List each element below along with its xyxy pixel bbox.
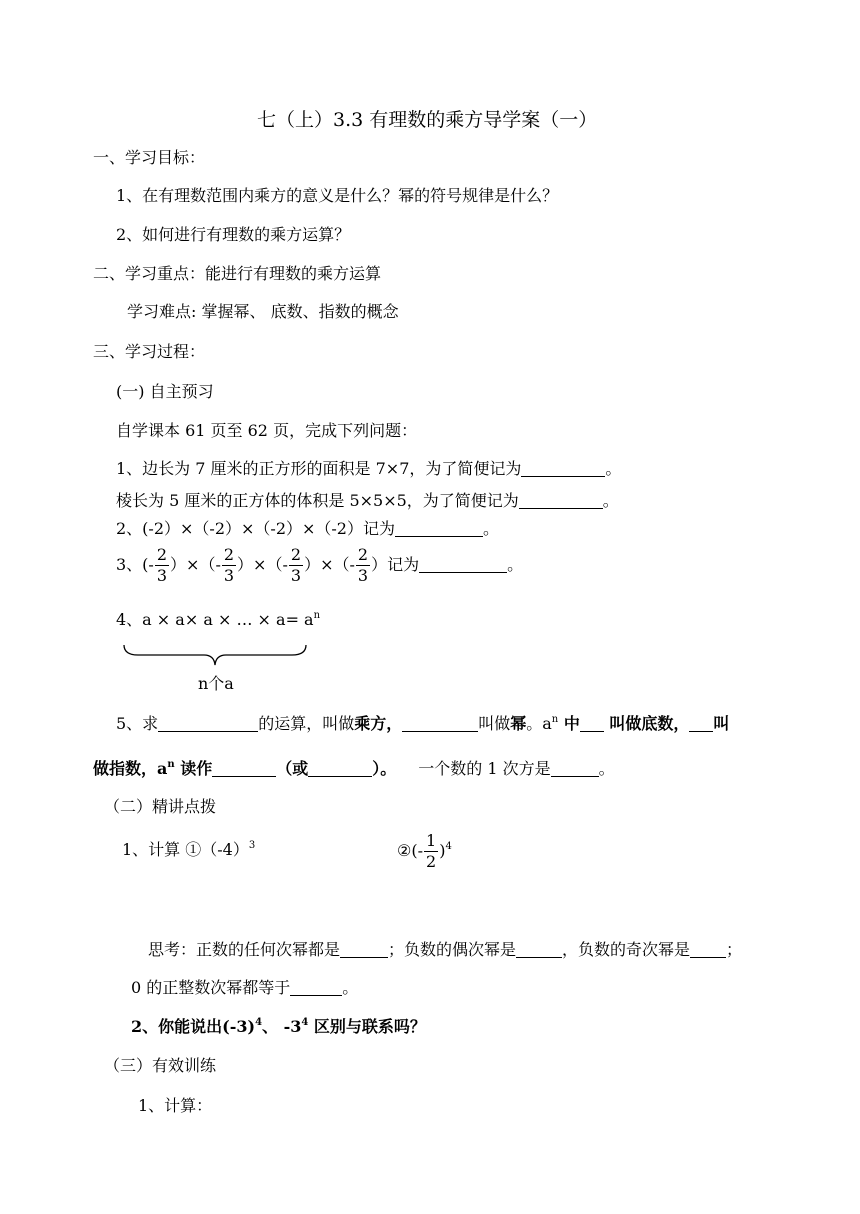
q3-separator: ）×（- [304,555,355,574]
think-text: ； [726,940,743,959]
fraction [356,546,370,585]
q4-text: 4、a × a× a × … × a= a [116,610,314,629]
answer-blank[interactable] [580,715,604,732]
q5-bold-term: 做指数，a [93,759,168,778]
question-1b: 棱长为 5 厘米的正方体的体积是 5×5×5，为了简便记为 。 [116,491,619,510]
fraction-numerator: 2 [357,545,369,564]
q5-text: 一个数的 1 次方是 [418,759,551,778]
goal-item-2: 2、如何进行有理数的乘方运算？ [116,225,351,244]
answer-blank[interactable] [158,715,258,732]
think-line-1 [148,940,742,960]
fraction-numerator: 2 [223,545,235,564]
q5-bold-term: 读作 [174,759,213,778]
q3-prefix: 3、(- [116,555,154,574]
q5-bold-term: 幂 [510,714,527,733]
q5-bold-term: （或 [276,759,309,778]
q5-bold-term: 乘方， [354,714,403,733]
exponent: n [167,759,175,770]
q5-text: 。 [598,759,615,778]
training-item-1: 1、计算： [138,1096,213,1115]
think-text: 0 的正整数次幂都等于 [131,978,291,997]
section-3-heading: 三、学习过程： [93,342,206,361]
q5-text: 5、求 [116,714,159,733]
answer-blank[interactable] [689,715,713,732]
question-2: 2、(-2）×（-2）×（-2）×（-2）记为 。 [116,519,500,538]
q5-text: 。a [526,714,552,733]
exponent: n [551,714,559,725]
fraction [155,546,169,585]
part-1-heading: (一) 自主预习 [116,382,214,401]
part-3-heading: （三）有效训练 [104,1056,217,1075]
think-line-2 [131,978,358,998]
question-1a: 1、边长为 7 厘米的正方形的面积是 7×7，为了简便记为 。 [116,459,622,478]
exponent: n [313,610,321,621]
question-1a-text: 1、边长为 7 厘米的正方形的面积是 7×7，为了简便记为 [116,459,522,478]
fraction-denominator: 3 [357,566,369,585]
section-2-heading: 二、学习重点：能进行有理数的乘方运算 [93,264,382,283]
exponent: 3 [248,840,256,851]
question-1b-text: 棱长为 5 厘米的正方体的体积是 5×5×5，为了简便记为 [116,491,519,510]
fraction-numerator: 1 [426,831,437,850]
answer-blank[interactable] [212,760,276,777]
fraction-denominator: 3 [223,566,235,585]
curly-brace-icon [122,643,308,667]
q5-bold-term: 中 [558,714,580,733]
calc-item-1 [122,840,255,860]
exponent: 4 [255,1017,263,1028]
question-5-line-1 [116,714,729,734]
exponent: 4 [445,841,452,852]
qb2-text: 、 -3 [262,1017,302,1036]
answer-blank[interactable] [516,941,562,958]
fraction-denominator: 3 [156,566,168,585]
fraction [424,832,438,871]
page-title: 七（上）3.3 有理数的乘方导学案（一） [257,109,598,131]
qb2-text: 区别与联系吗？ [308,1017,426,1036]
answer-blank[interactable] [690,941,726,958]
calc-label: 1、计算 ①（-4） [122,840,249,859]
exponent: 4 [301,1017,309,1028]
answer-blank[interactable] [395,520,483,537]
q5-bold-term: 叫 [713,714,730,733]
q3-suffix: ）记为 [371,555,420,574]
fraction [222,546,236,585]
part-2-heading: （二）精讲点拨 [104,797,217,816]
q3-separator: ）×（- [170,555,221,574]
think-text: 思考：正数的任何次幂都是 [148,940,341,959]
fraction-numerator: 2 [156,545,168,564]
fraction [289,546,303,585]
fraction-denominator: 3 [290,566,302,585]
think-text: 。 [342,978,359,997]
calc-item-2 [397,826,452,876]
question-2-text: 2、(-2）×（-2）×（-2）×（-2）记为 [116,519,395,538]
question-5-line-2 [93,759,615,779]
answer-blank[interactable] [551,760,599,777]
goal-item-1: 1、在有理数范围内乘方的意义是什么？幂的符号规律是什么？ [116,186,559,205]
answer-blank[interactable] [402,715,478,732]
difficulty-line: 学习难点: 掌握幂、 底数、指数的概念 [127,302,399,321]
question-4 [116,610,320,630]
answer-blank[interactable] [521,460,605,477]
answer-blank[interactable] [340,941,388,958]
qb2-text: 2、你能说出(-3) [131,1017,256,1036]
think-text: ；负数的偶次幂是 [388,940,517,959]
answer-blank[interactable] [308,760,372,777]
question-b2 [131,1017,426,1037]
calc-2-suffix: ) [439,841,446,860]
q5-text: 叫做 [478,714,511,733]
answer-blank[interactable] [290,979,342,996]
question-3: 3、(- $\frac{2}{3}$ ）×（- $\frac{2}{3}$ ）×（- $\frac{2}{3}$ ）×（- $\frac{2}{3}$ ）记为 。 [116,545,524,585]
think-text: ，负数的奇次幂是 [562,940,691,959]
fraction-denominator: 2 [426,852,437,871]
answer-blank[interactable] [519,492,603,509]
fraction-numerator: 2 [290,545,302,564]
brace-label: n个a [198,674,234,693]
calc-2-prefix: ②(- [397,841,423,860]
q5-bold-term: 叫做底数， [603,714,690,733]
answer-blank[interactable] [419,556,507,573]
section-1-heading: 一、学习目标： [93,148,206,167]
q5-bold-term: ）。 [372,759,397,778]
q3-separator: ）×（- [237,555,288,574]
q5-text: 的运算，叫做 [258,714,355,733]
self-study-intro: 自学课本 61 页至 62 页，完成下列问题： [116,421,418,440]
